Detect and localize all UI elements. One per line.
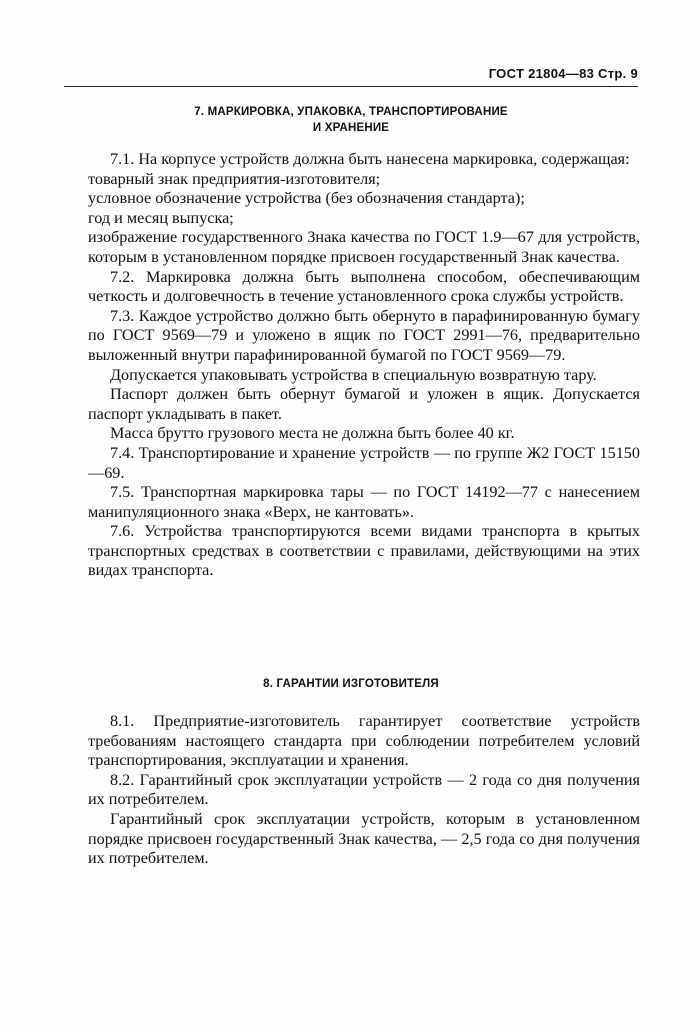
list-item: изображение государственного Знака качества по ГОСТ 1.9—67 для устройств, которым в установленном порядке присвоен государственный Знак качества. — [88, 228, 640, 266]
paragraph-7-4: 7.4. Транспортирование и хранение устройств — по группе Ж2 ГОСТ 15150—69. — [88, 443, 640, 482]
paragraph-mass: Масса брутто грузового места не должна быть более 40 кг. — [110, 424, 515, 443]
paragraph-8-1: 8.1. Предприятие-изготовитель гарантирует соответствие устройств требованиям настоящего стандарта при соблюдении потребителем условий транспортирования, эксплуатации и хранения. — [88, 712, 640, 770]
list-item: условное обозначение устройства (без обозначения стандарта); — [88, 189, 525, 208]
list-item: год и месяц выпуска; — [88, 208, 234, 227]
paragraph-8-2: 8.2. Гарантийный срок эксплуатации устройств — 2 года со дня получения их потребителем. — [88, 770, 640, 809]
header-rule — [64, 86, 638, 87]
paragraph-packaging: Допускается упаковывать устройства в специальную возвратную тару. — [110, 365, 597, 384]
section-7-heading-line-1: 7. МАРКИРОВКА, УПАКОВКА, ТРАНСПОРТИРОВАНИЕ — [194, 106, 508, 118]
list-item: товарный знак предприятия-изготовителя; — [88, 169, 381, 188]
paragraph-passport: Паспорт должен быть обернут бумагой и уложен в ящик. Допускается паспорт укладывать в пакет. — [88, 385, 640, 423]
paragraph-7-5: 7.5. Транспортная маркировка тары — по ГОСТ 14192—77 с нанесением манипуляционного знака «Верх, не кантовать». — [88, 483, 640, 521]
section-8-body — [88, 712, 640, 869]
section-8-heading: 8. ГАРАНТИИ ИЗГОТОВИТЕЛЯ — [263, 678, 439, 690]
paragraph-warranty-quality: Гарантийный срок эксплуатации устройств, которым в установленном порядке присвоен государственный Знак качества, — 2,5 года со дня получения их потребителем. — [88, 809, 640, 868]
section-7-heading-line-2: И ХРАНЕНИЕ — [312, 122, 390, 134]
paragraph-7-3: 7.3. Каждое устройство должно быть обернуто в парафинированную бумагу по ГОСТ 9569—79 и уложено в ящик по ГОСТ 2991—76, предварительно выложенный внутри парафинированной бумагой по ГОСТ 9569—79. — [88, 306, 640, 364]
section-7-body — [88, 150, 640, 581]
paragraph-7-2: 7.2. Маркировка должна быть выполнена способом, обеспечивающим четкость и долговечность в течение установленного срока службы устройств. — [88, 267, 640, 306]
paragraph-7-6: 7.6. Устройства транспортируются всеми видами транспорта в крытых транспортных средствах в соответствии с правилами, действующими на этих видах транспорта. — [88, 522, 640, 580]
page-header: ГОСТ 21804—83 Стр. 9 — [488, 66, 638, 81]
section-7-heading — [64, 104, 638, 136]
paragraph-7-1: 7.1. На корпусе устройств должна быть нанесена маркировка, содержащая: — [110, 150, 630, 168]
